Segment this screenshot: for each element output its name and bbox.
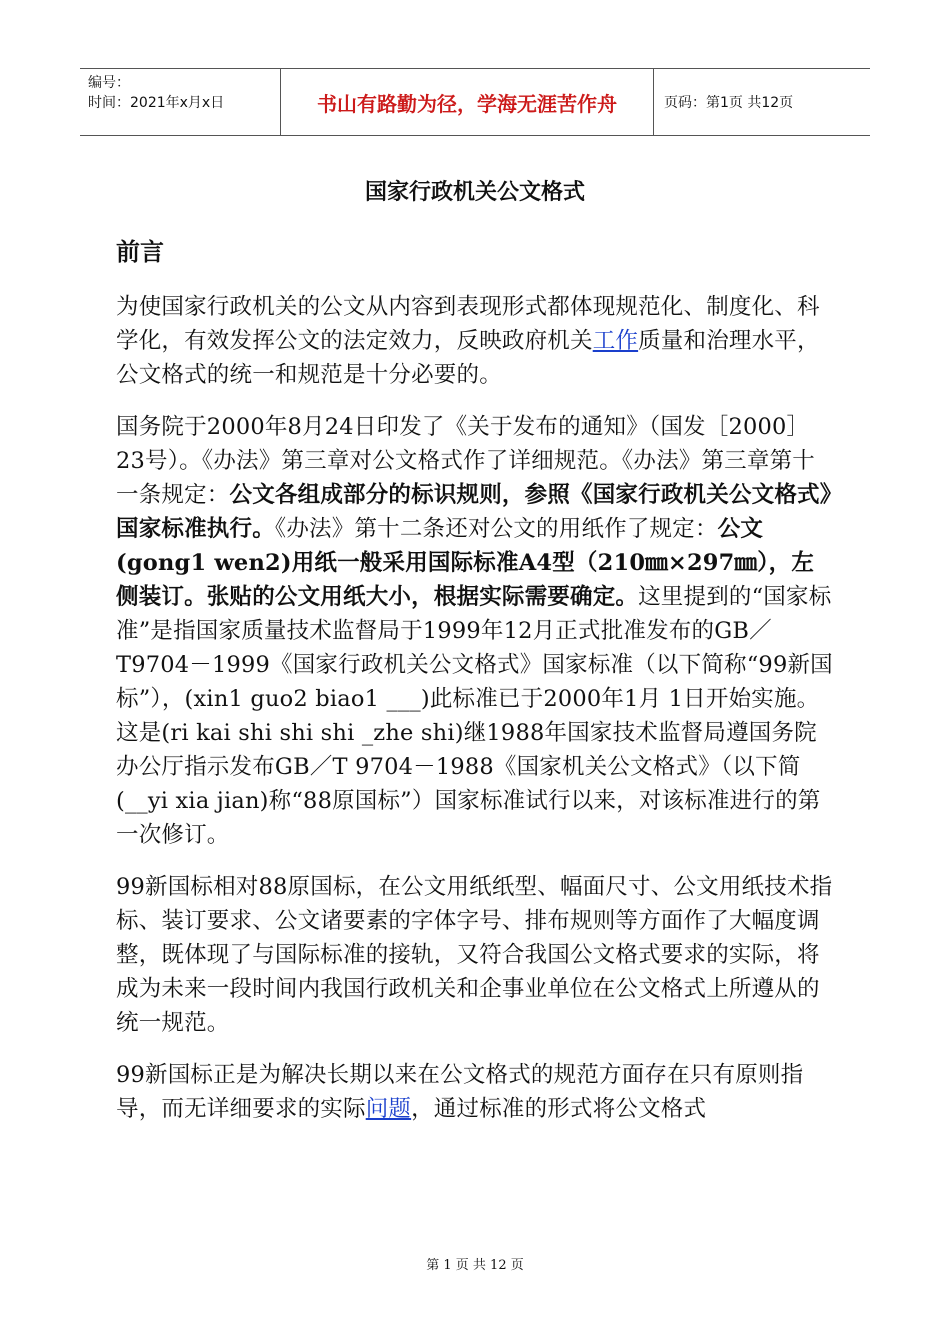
- link-work[interactable]: 工作: [592, 328, 639, 354]
- paragraph-1: [116, 290, 834, 392]
- paragraph-4: [116, 1058, 834, 1126]
- paragraph-bold-text: 公文各组成部分的标识规则，参照《国家行政机关公文格式》国家标准执行。: [116, 482, 832, 542]
- header-meta: [80, 69, 280, 135]
- paragraph-text: 这里提到的“国家标准”是指国家质量技术监督局于1999年12月正式批准发布的GB／T9704－1999《国家行政机关公文格式》国家标准（以下简称“99新国标”），(xin1 guo2 biao1 ___)此标准已于2000年1月 1日开始实施。这是(ri kai shi shi shi _zhe shi)继1988年国家技术监督局遵国务院办公厅指示发布GB／T 9704－1988《国家机关公文格式》（以下简(__yi xia jian)称“88原国标”）国家标准试行以来，对该标准进行的第一次修订。: [116, 584, 833, 848]
- link-problem[interactable]: 问题: [365, 1096, 412, 1122]
- document-body: [116, 290, 834, 1144]
- paragraph-text: 国务院于2000年8月24日印发了《关于发布的通知》（国发［2000］23号）。《办法》第三章对公文格式作了详细规范。《办法》第三章第十一条规定：: [116, 414, 815, 508]
- header-page-info: 页码：第1页 共12页: [664, 95, 794, 111]
- document-title: 国家行政机关公文格式: [364, 180, 585, 205]
- paragraph-text: ，通过标准的形式将公文格式: [411, 1096, 707, 1122]
- section-heading: 前言: [116, 238, 164, 266]
- paragraph-3: 99新国标相对88原国标，在公文用纸纸型、幅面尺寸、公文用纸技术指标、装订要求、公文诸要素的字体字号、排布规则等方面作了大幅度调整，既体现了与国际标准的接轨，又符合我国公文格式要求的实际，将成为未来一段时间内我国行政机关和企事业单位在公文格式上所遵从的统一规范。: [116, 874, 833, 1036]
- paragraph-text: 《办法》第十二条还对公文的用纸作了规定：: [274, 516, 718, 542]
- page-footer: 第 1 页 共 12 页: [426, 1258, 524, 1273]
- page-header: [80, 68, 870, 136]
- paragraph-2: [116, 410, 834, 852]
- document-time: 时间：2021年x月x日: [88, 95, 225, 111]
- paragraph-text: 99新国标正是为解决长期以来在公文格式的规范方面存在只有原则指导，而无详细要求的实际: [116, 1062, 804, 1122]
- paragraph-text: 为使国家行政机关的公文从内容到表现形式都体现规范化、制度化、科学化，有效发挥公文的法定效力，反映政府机关: [116, 294, 820, 354]
- paragraph-text: 质量和治理水平，公文格式的统一和规范是十分必要的。: [116, 328, 820, 388]
- header-motto: 书山有路勤为径，学海无涯苦作舟: [280, 69, 654, 135]
- paragraph-bold-text: 公文(gong1 wen2)用纸一般采用国际标准A4型（210㎜×297㎜），左侧装订。张贴的公文用纸大小，根据实际需要确定。: [116, 516, 815, 610]
- document-number-label: 编号：: [88, 75, 130, 91]
